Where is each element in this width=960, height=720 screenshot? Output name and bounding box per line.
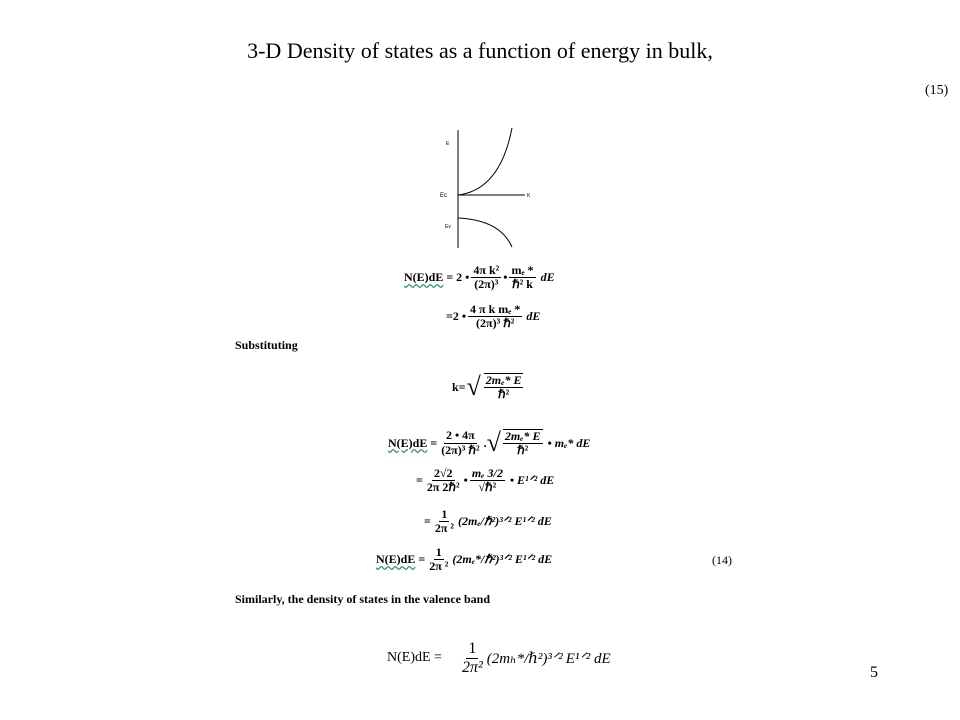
sqrt-symbol: √ [466, 372, 481, 401]
fraction: $\frac{\text{2mₑ* E}}{\text{ℏ²}}$ [485, 372, 522, 401]
fraction: $\frac{\text{4π k²}}{\text{(2π)³}}$ [473, 263, 500, 292]
equation-2-line-1: N(E)dE = $\frac{2 • 4\pi}{\text{(2π)³ ℏ²}}$ . √ $\frac{\text{2mₑ* E}}{\text{ℏ²}}$ • mₑ* dE [388, 428, 591, 457]
equation-number-14: (14) [712, 553, 732, 567]
fraction: $\frac{1}{\text{2π ²}}$ [429, 545, 449, 574]
sqrt-symbol: √ [486, 428, 501, 457]
page-title: 3-D Density of states as a function of energy in bulk, [247, 38, 713, 63]
k-equation: k= √ $\frac{\text{2mₑ* E}}{\text{ℏ²}}$ [452, 372, 522, 401]
page-number: 5 [870, 664, 878, 681]
label-e: E [446, 141, 450, 147]
fraction: $\frac{\text{mₑ *}}{\text{ℏ² k}}$ [511, 263, 534, 292]
label-ec: Ec [440, 193, 448, 199]
fraction: $\frac{\text{mₑ 3/2}}{\text{√ℏ²}}$ [471, 466, 503, 495]
fraction: $\frac{1}{\text{2π²}}$ [461, 640, 483, 676]
equation-1-line-2: =2 • $\frac{\text{4 π k mₑ *}}{\text{(2π)³ ℏ²}}$ dE [446, 302, 541, 331]
label-k: K [527, 193, 531, 199]
valence-band-curve [458, 218, 512, 247]
band-diagram [430, 125, 550, 250]
equation-1-line-1: N(E)dE = 2 • $\frac{\text{4π k²}}{\text{(2π)³}}$ • $\frac{\text{mₑ *}}{\text{ℏ² k}}$ dE [404, 263, 555, 292]
fraction: $\frac{2√2}{\text{2π 2ℏ²}}$ [426, 466, 460, 495]
equation-2-line-3: = $\frac{1}{\text{2π ²}}$ (2mₑ/ℏ²)³ᐟ² E¹ᐟ² dE [424, 507, 552, 536]
substituting-label: Substituting [235, 338, 298, 352]
label-ev: Ev [445, 224, 451, 230]
equation-number-15: (15) [925, 83, 949, 98]
valence-band-label: Similarly, the density of states in the valence band [235, 592, 491, 606]
fraction: $\frac{2 • 4\pi}{\text{(2π)³ ℏ²}}$ [441, 428, 480, 457]
lhs-ndE: N(E)dE [404, 270, 444, 285]
fraction: $\frac{\text{2mₑ* E}}{\text{ℏ²}}$ [504, 428, 541, 457]
conduction-band-curve [458, 128, 512, 195]
equation-2-line-2: = $\frac{2√2}{\text{2π 2ℏ²}}$ • $\frac{\text{mₑ 3/2}}{\text{√ℏ²}}$ • E¹ᐟ² dE [416, 466, 555, 495]
equation-3: N(E)dE = $\frac{1}{\text{2π²}}$ (2mₕ*/ℏ²)³ᐟ² E¹ᐟ² dE [387, 640, 611, 676]
fraction: $\frac{\text{4 π k mₑ *}}{\text{(2π)³ ℏ²}}$ [470, 302, 521, 331]
fraction: $\frac{1}{\text{2π ²}}$ [434, 507, 455, 536]
equation-2-line-4: N(E)dE = $\frac{1}{\text{2π ²}}$ (2mₑ*/ℏ²)³ᐟ² E¹ᐟ² dE [376, 545, 553, 574]
